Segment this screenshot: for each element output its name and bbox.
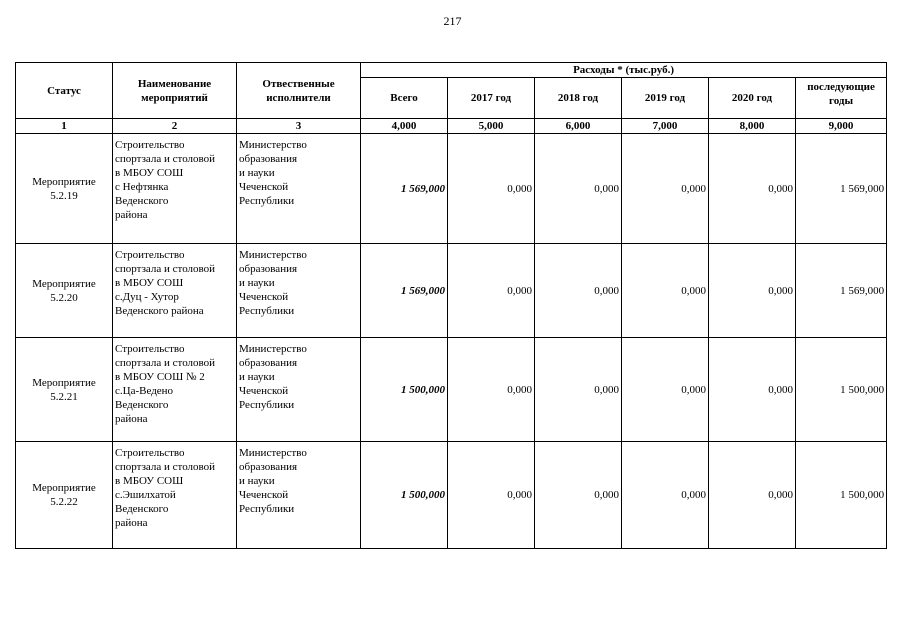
year-2017-cell: 0,000 — [448, 442, 535, 549]
event-name-cell: Строительство спортзала и столовой в МБОУ СОШ с.Эшилхатой Веденского района — [113, 442, 237, 549]
page-number: 217 — [443, 14, 462, 28]
column-number: 8,000 — [709, 119, 796, 134]
column-number: 4,000 — [361, 119, 448, 134]
table-row — [16, 442, 887, 549]
later-years-cell: 1 500,000 — [796, 442, 887, 549]
column-number: 5,000 — [448, 119, 535, 134]
year-2019-cell: 0,000 — [622, 338, 709, 442]
status-cell: Мероприятие 5.2.21 — [16, 338, 113, 442]
executor-cell: Министерство образования и науки Чеченской Республики — [237, 244, 361, 338]
column-number: 6,000 — [535, 119, 622, 134]
year-2019-cell: 0,000 — [622, 442, 709, 549]
year-2018-cell: 0,000 — [535, 134, 622, 244]
year-2019-cell: 0,000 — [622, 134, 709, 244]
header-status: Статус — [16, 63, 113, 119]
table-row — [16, 338, 887, 442]
status-cell: Мероприятие 5.2.20 — [16, 244, 113, 338]
column-number-row — [16, 119, 887, 134]
status-cell: Мероприятие 5.2.22 — [16, 442, 113, 549]
header-2019: 2019 год — [622, 78, 709, 119]
status-cell: Мероприятие 5.2.19 — [16, 134, 113, 244]
executor-cell: Министерство образования и науки Чеченской Республики — [237, 442, 361, 549]
header-2020: 2020 год — [709, 78, 796, 119]
year-2020-cell: 0,000 — [709, 134, 796, 244]
header-2018: 2018 год — [535, 78, 622, 119]
header-2017: 2017 год — [448, 78, 535, 119]
event-name-cell: Строительство спортзала и столовой в МБОУ СОШ с Нефтянка Веденского района — [113, 134, 237, 244]
event-name-cell: Строительство спортзала и столовой в МБОУ СОШ с.Дуц - Хутор Веденского района — [113, 244, 237, 338]
year-2017-cell: 0,000 — [448, 244, 535, 338]
year-2019-cell: 0,000 — [622, 244, 709, 338]
column-number: 7,000 — [622, 119, 709, 134]
year-2018-cell: 0,000 — [535, 338, 622, 442]
column-number: 2 — [113, 119, 237, 134]
column-number: 3 — [237, 119, 361, 134]
header-name: Наименование мероприятий — [113, 63, 237, 119]
total-cell: 1 569,000 — [361, 244, 448, 338]
later-years-cell: 1 569,000 — [796, 134, 887, 244]
year-2020-cell: 0,000 — [709, 244, 796, 338]
table-row — [16, 244, 887, 338]
header-later-years-label: последующие годы — [807, 81, 875, 107]
header-total: Всего — [361, 78, 448, 119]
table-row — [16, 134, 887, 244]
year-2018-cell: 0,000 — [535, 442, 622, 549]
executor-cell: Министерство образования и науки Чеченской Республики — [237, 338, 361, 442]
total-cell: 1 569,000 — [361, 134, 448, 244]
total-cell: 1 500,000 — [361, 442, 448, 549]
column-number: 1 — [16, 119, 113, 134]
header-later-years — [796, 78, 887, 119]
header-executors: Отвественные исполнители — [237, 63, 361, 119]
later-years-cell: 1 569,000 — [796, 244, 887, 338]
column-number: 9,000 — [796, 119, 887, 134]
year-2020-cell: 0,000 — [709, 442, 796, 549]
event-name-cell: Строительство спортзала и столовой в МБОУ СОШ № 2 с.Ца-Ведено Веденского района — [113, 338, 237, 442]
total-cell: 1 500,000 — [361, 338, 448, 442]
later-years-cell: 1 500,000 — [796, 338, 887, 442]
year-2018-cell: 0,000 — [535, 244, 622, 338]
header-expenses: Расходы * (тыс.руб.) — [361, 63, 887, 78]
expenses-table — [15, 62, 887, 549]
year-2017-cell: 0,000 — [448, 338, 535, 442]
year-2017-cell: 0,000 — [448, 134, 535, 244]
executor-cell: Министерство образования и науки Чеченской Республики — [237, 134, 361, 244]
year-2020-cell: 0,000 — [709, 338, 796, 442]
